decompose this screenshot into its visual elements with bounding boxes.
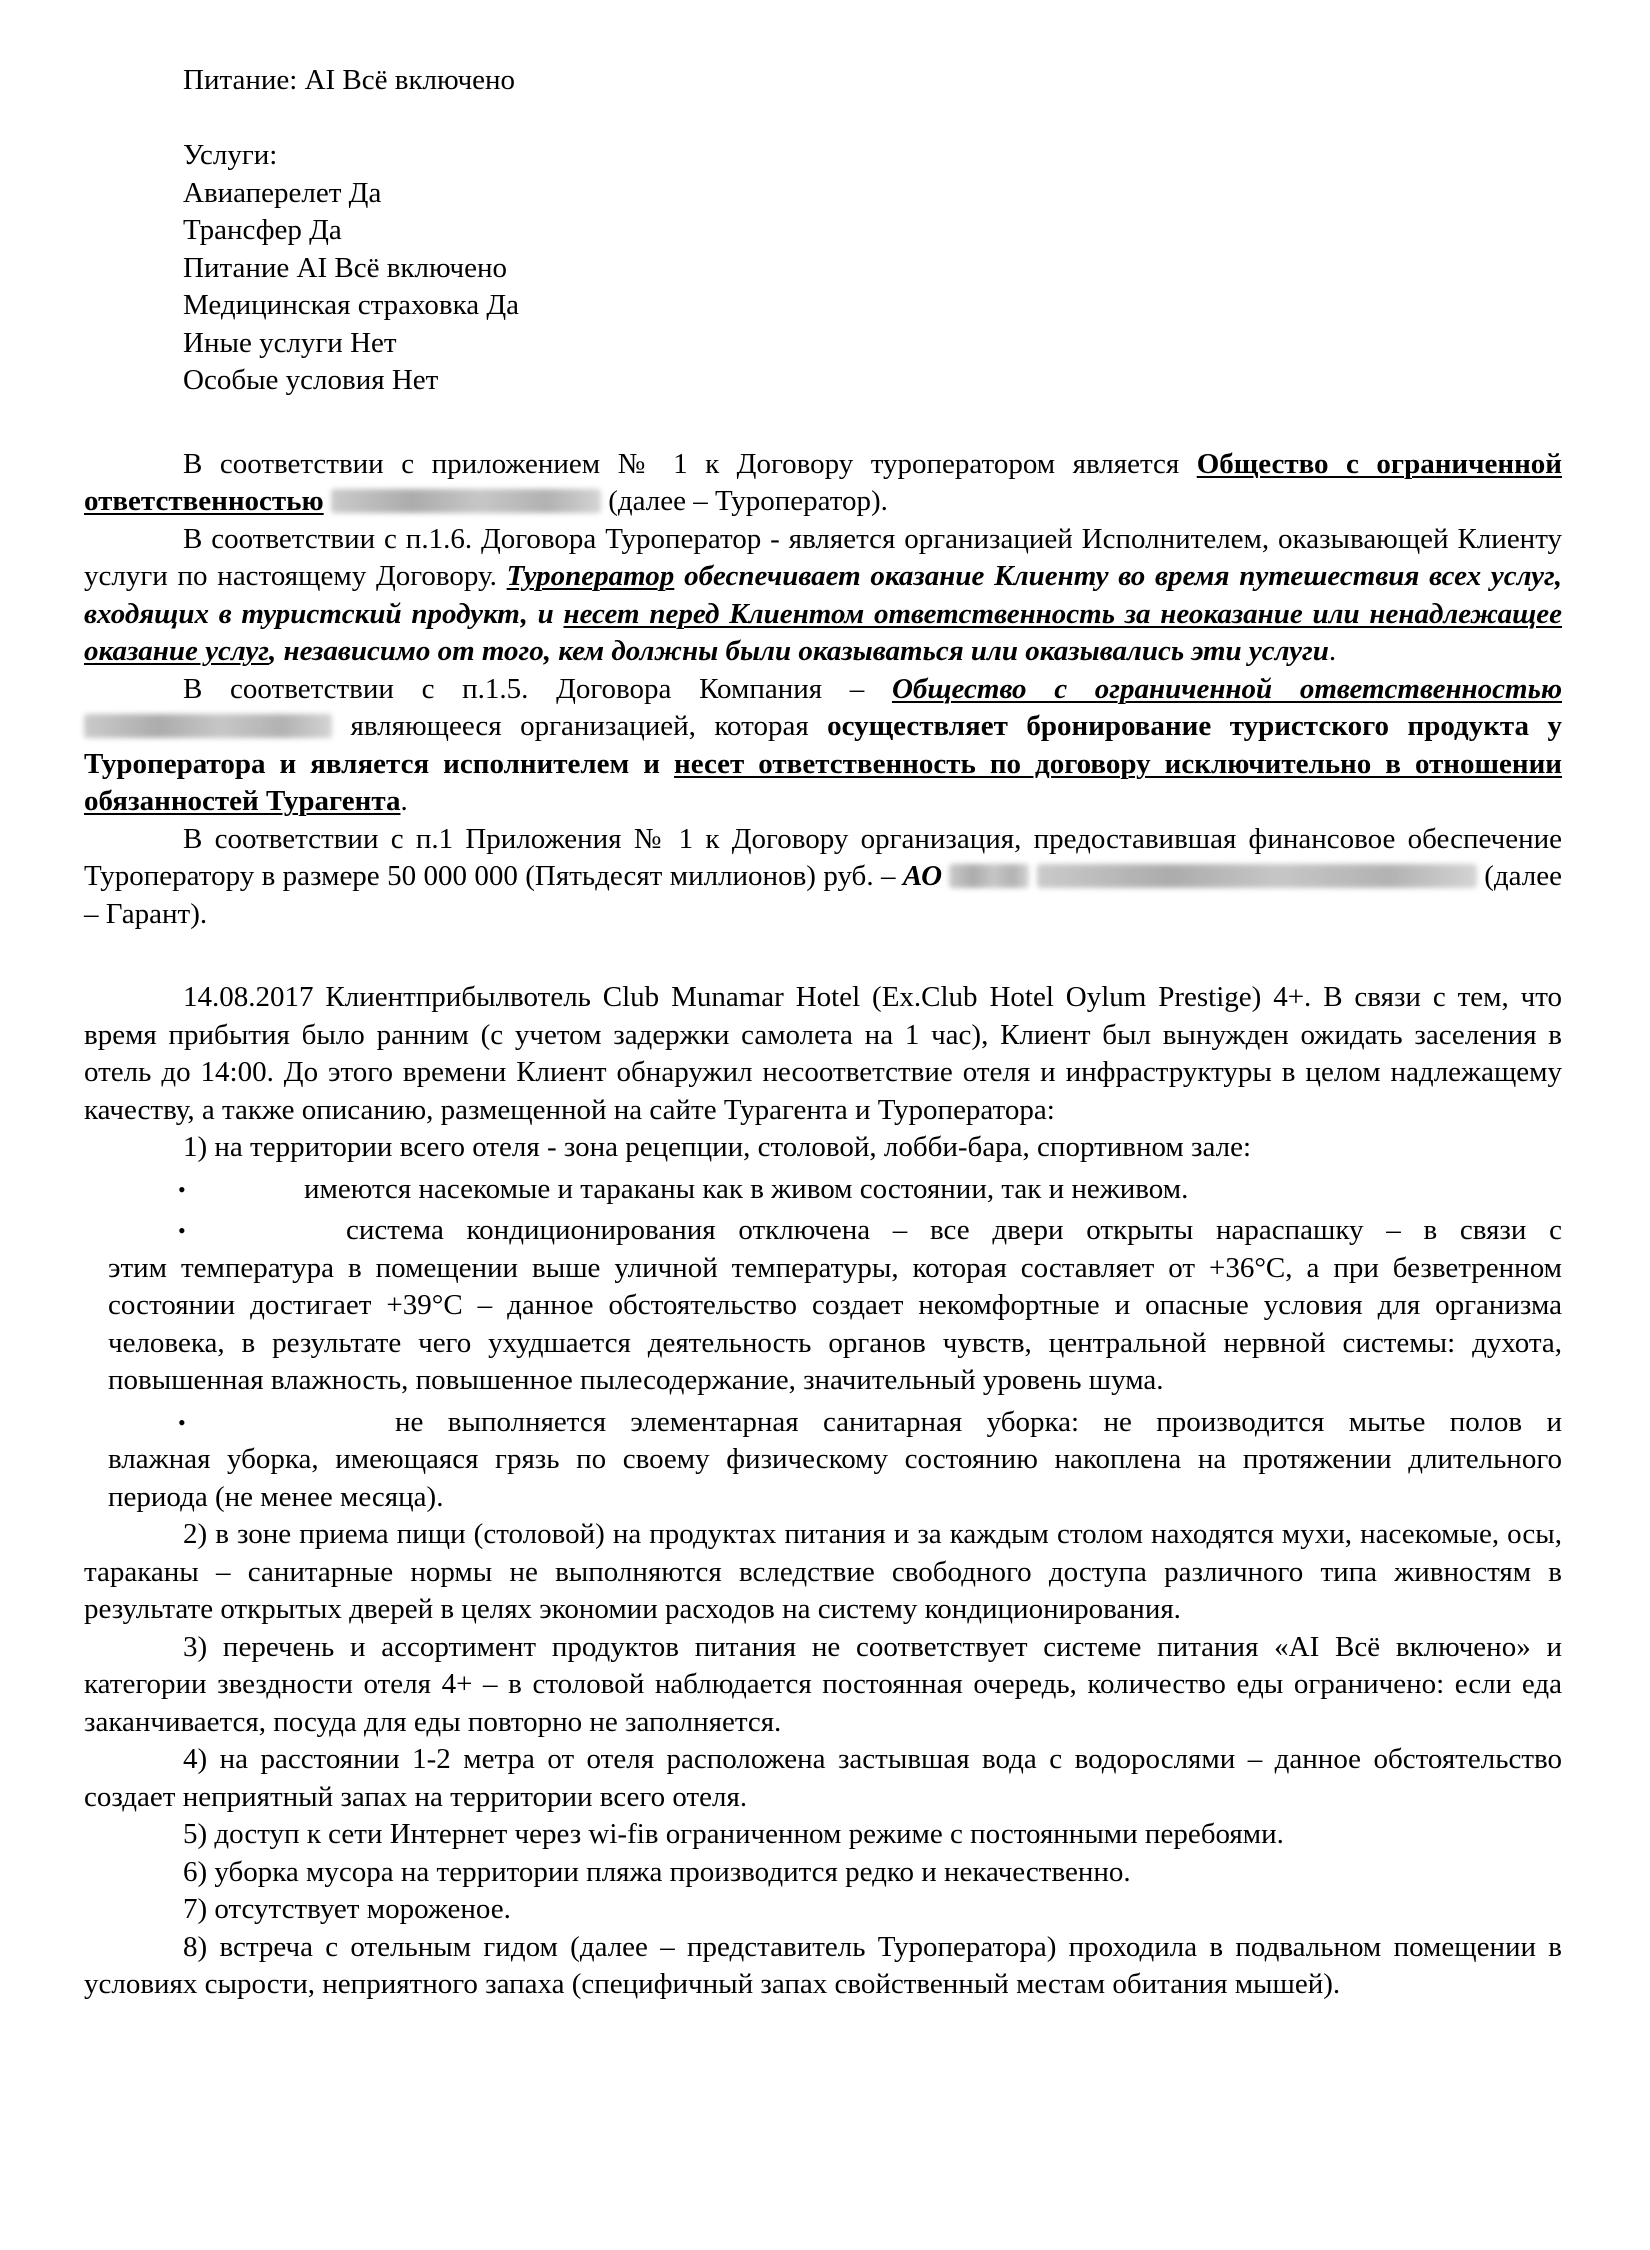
bullet-item: • система кондиционирования отключена – все двери открыты нараспашку – в связи с этим температура в помещении выше уличной температуры, которая составляет от +36°С, а при безветренном состоянии достигает +39°С – данное обстоятельство создает некомфортные и опасные условия для организма человека, в результате чего ухудшается деятельность органов чувств, центральной нервной системы: духота, повышенная влажность, повышенное пылесодержание, значительный уровень шума.	[108, 1214, 1562, 1396]
meal-line: Питание: AI Всё включено	[183, 64, 516, 96]
services-title: Услуги:	[183, 139, 278, 171]
bullet-dot: •	[178, 1409, 186, 1435]
redacted-name	[84, 714, 332, 738]
service-item: Авиаперелет Да	[183, 176, 382, 209]
list-item-4: 4) на расстоянии 1-2 метра от отеля расположена застывшая вода с водорослями – данное обстоятельство создает неприятный запах на территории всего отеля.	[84, 1743, 1562, 1813]
bullet-item: • имеются насекомые и тараканы как в живом состоянии, так и неживом.	[84, 1171, 1562, 1209]
paragraph-guarantor: В соответствии с п.1 Приложения № 1 к Договору организация, предоставившая финансовое обеспечение Туроператору в размере 50 000 000 (Пятьдесят миллионов) руб. – АО (далее – Гарант).	[84, 822, 1563, 930]
list-item-2: 2) в зоне приема пищи (столовой) на продуктах питания и за каждым столом находятся мухи, насекомые, осы, тараканы – санитарные нормы не выполняются вследствие свободного доступа различного типа живностям в результате открытых дверей в целях экономии расходов на систему кондиционирования.	[84, 1518, 1562, 1625]
paragraph-tour-operator: В соответствии с приложением № 1 к Договору туроператором является Общество с ограниченной ответственностью (далее – Туроператор).	[84, 447, 1562, 517]
redacted-name	[331, 489, 601, 513]
list-item-1: 1) на территории всего отеля - зона рецепции, столовой, лобби-бара, спортивном зале:	[183, 1131, 1252, 1163]
redacted-name	[949, 864, 1029, 888]
list-item-7: 7) отсутствует мороженое.	[183, 1893, 511, 1925]
bullet-dot: •	[178, 1176, 186, 1202]
paragraph-arrival: 14.08.2017 Клиентприбылвотель Club Munamar Hotel (Ex.Club Hotel Oylum Prestige) 4+. В связи с тем, что время прибытия было ранним (с учетом задержки самолета на 1 час), Клиент был вынужден ожидать заселения в отель до 14:00. До этого времени Клиент обнаружил несоответствие отеля и инфраструктуры в целом надлежащему качеству, а также описанию, размещенной на сайте Турагента и Туроператора:	[84, 981, 1562, 1126]
bullet-dot: •	[178, 1218, 186, 1243]
paragraph-contract-1-6: В соответствии с п.1.6. Договора Туроператор - является организацией Исполнителем, оказывающей Клиенту услуги по настоящему Договору. Туроператор обеспечивает оказание Клиенту во время путешествия всех услуг, входящих в туристский продукт, и несет перед Клиентом ответственность за неоказание или ненадлежащее оказание услуг, независимо от того, кем должны были оказываться или оказывались эти услуги.	[84, 522, 1562, 667]
list-item-5: 5) доступ к сети Интернет через wi-fiв ограниченном режиме с постоянными перебоями.	[183, 1818, 1284, 1850]
service-item: Питание AI Всё включено	[183, 251, 507, 284]
list-item-6: 6) уборка мусора на территории пляжа производится редко и некачественно.	[183, 1855, 1131, 1888]
service-item: Иные услуги Нет	[183, 326, 397, 359]
redacted-name	[1037, 864, 1477, 888]
bullet-item: • не выполняется элементарная санитарная уборка: не производится мытье полов и влажная уборка, имеющаяся грязь по своему физическому состоянию накоплена на протяжении длительного периода (не менее месяца).	[108, 1405, 1562, 1513]
paragraph-contract-1-5: В соответствии с п.1.5. Договора Компания – Общество с ограниченной ответственностью являющееся организацией, которая осуществляет бронирование туристского продукта у Туроператора и является исполнителем и несет ответственность по договору исключительно в отношении обязанностей Турагента.	[84, 672, 1562, 817]
service-item: Трансфер Да	[183, 214, 342, 246]
list-item-3: 3) перечень и ассортимент продуктов питания не соответствует системе питания «AI Всё включено» и категории звездности отеля 4+ – в столовой наблюдается постоянная очередь, количество еды ограничено: если еда заканчивается, посуда для еды повторно не заполняется.	[84, 1630, 1562, 1738]
operator-company-name: Общество с ограниченной ответственностью	[84, 447, 1562, 517]
document-body	[84, 62, 1562, 2004]
service-item: Особые условия Нет	[183, 364, 439, 396]
service-item: Медицинская страховка Да	[183, 289, 519, 321]
list-item-8: 8) встреча с отельным гидом (далее – представитель Туроператора) проходила в подвальном помещении в условиях сырости, неприятного запаха (специфичный запах свойственный местам обитания мышей).	[84, 1930, 1562, 2000]
